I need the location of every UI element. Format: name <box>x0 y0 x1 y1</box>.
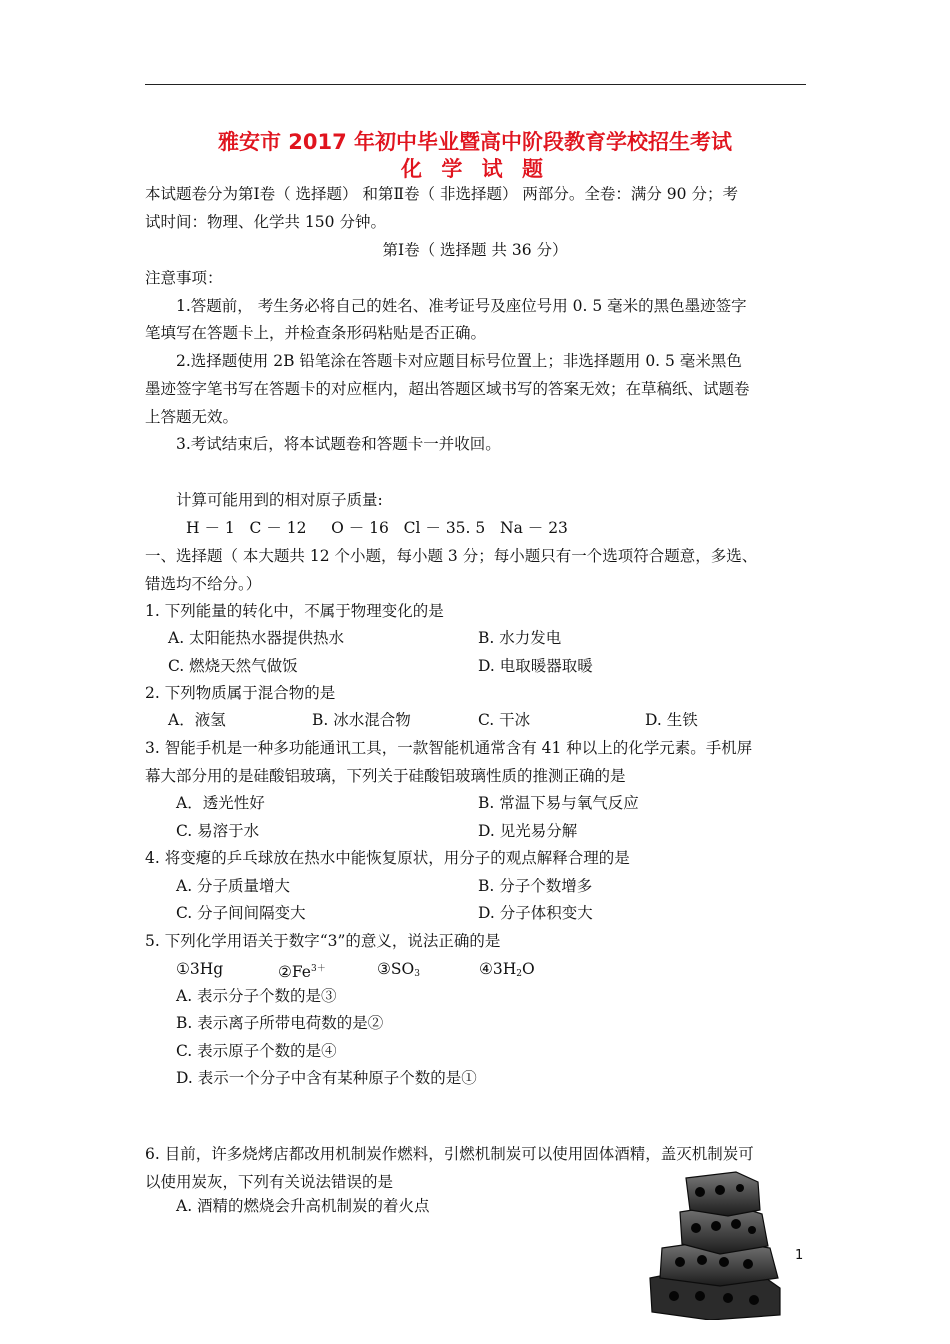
option: A. 分子质量增大 <box>176 877 291 895</box>
part-heading: 错选均不给分。） <box>145 575 262 593</box>
note-line: 笔填写在答题卡上，并检查条形码粘贴是否正确。 <box>145 324 487 342</box>
option: D. 表示一个分子中含有某种原子个数的是① <box>176 1069 477 1087</box>
option: B. 冰水混合物 <box>312 711 411 729</box>
section-heading: 第Ⅰ卷（ 选择题 共 36 分） <box>382 241 568 259</box>
subject-title: 化 学 试 题 <box>401 157 549 181</box>
option: D. 分子体积变大 <box>478 904 593 922</box>
question-1: 1. 下列能量的转化中，不属于物理变化的是 <box>145 602 444 620</box>
intro-line: 试时间：物理、化学共 150 分钟。 <box>145 213 386 231</box>
option: B. 分子个数增多 <box>478 877 593 895</box>
note-line: 2.选择题使用 2B 铅笔涂在答题卡对应题目标号位置上；非选择题用 0. 5 毫米黑色 <box>176 352 742 370</box>
question-5: 5. 下列化学用语关于数字“3”的意义，说法正确的是 <box>145 932 501 950</box>
page-number: 1 <box>795 1248 804 1263</box>
question-3: 3. 智能手机是一种多功能通讯工具，一款智能机通常含有 41 种以上的化学元素。手机屏 <box>145 739 753 757</box>
option: C. 分子间间隔变大 <box>176 904 306 922</box>
option: D. 电取暖器取暖 <box>478 657 593 675</box>
note-line: 1.答题前， 考生务必将自己的姓名、准考证号及座位号用 0. 5 毫米的黑色墨迹签字 <box>176 297 747 315</box>
option: C. 易溶于水 <box>176 822 260 840</box>
exam-title: 雅安市 2017 年初中毕业暨高中阶段教育学校招生考试 <box>217 130 733 154</box>
option: C. 表示原子个数的是④ <box>176 1042 337 1060</box>
question-6: 6. 目前，许多烧烤店都改用机制炭作燃料，引燃机制炭可以使用固体酒精，盖灭机制炭可 <box>145 1145 754 1163</box>
option: B. 水力发电 <box>478 629 562 647</box>
question-6: 以使用炭灰，下列有关说法错误的是 <box>145 1173 394 1191</box>
option: A．透光性好 <box>176 794 265 812</box>
option: C. 燃烧天然气做饭 <box>168 657 298 675</box>
option: A. 表示分子个数的是③ <box>176 987 337 1005</box>
option: A. 酒精的燃烧会升高机制炭的着火点 <box>176 1197 430 1215</box>
option: B. 表示离子所带电荷数的是② <box>176 1014 384 1032</box>
formula: $③SO_3$ <box>377 960 420 979</box>
note-line: 上答题无效。 <box>145 408 239 426</box>
option: D. 见光易分解 <box>478 822 578 840</box>
atomic-mass-heading: 计算可能用到的相对原子质量: <box>176 491 383 509</box>
formula: $②Fe^{3+}$ <box>278 963 326 981</box>
option: A．液氢 <box>168 711 226 729</box>
note-line: 3.考试结束后，将本试题卷和答题卡一并收回。 <box>176 435 501 453</box>
formula: $④3H_2O$ <box>479 960 535 979</box>
option: D. 生铁 <box>645 711 698 729</box>
formula: ①3Hg <box>176 960 224 978</box>
notes-heading: 注意事项： <box>145 269 223 287</box>
question-4: 4. 将变瘪的乒乓球放在热水中能恢复原状，用分子的观点解释合理的是 <box>145 849 630 867</box>
question-3: 幕大部分用的是硅酸铝玻璃，下列关于硅酸铝玻璃性质的推测正确的是 <box>145 767 626 785</box>
option: C. 干冰 <box>478 711 531 729</box>
option: B. 常温下易与氧气反应 <box>478 794 639 812</box>
question-2: 2. 下列物质属于混合物的是 <box>145 684 336 702</box>
header-rule <box>145 84 806 85</box>
part-heading: 一、选择题（ 本大题共 12 个小题，每小题 3 分；每小题只有一个选项符合题意，多选、 <box>145 547 758 565</box>
option: A. 太阳能热水器提供热水 <box>168 629 345 647</box>
note-line: 墨迹签字笔书写在答题卡的对应框内，超出答题区域书写的答案无效；在草稿纸、试题卷 <box>145 380 750 398</box>
intro-line: 本试题卷分为第Ⅰ卷（ 选择题） 和第Ⅱ卷（ 非选择题） 两部分。全卷：满分 90 分；考 <box>145 185 738 203</box>
charcoal-briquettes-image <box>640 1170 810 1320</box>
atomic-mass-values: H － 1 C － 12 O － 16 Cl － 35. 5 Na － 23 <box>186 519 568 537</box>
